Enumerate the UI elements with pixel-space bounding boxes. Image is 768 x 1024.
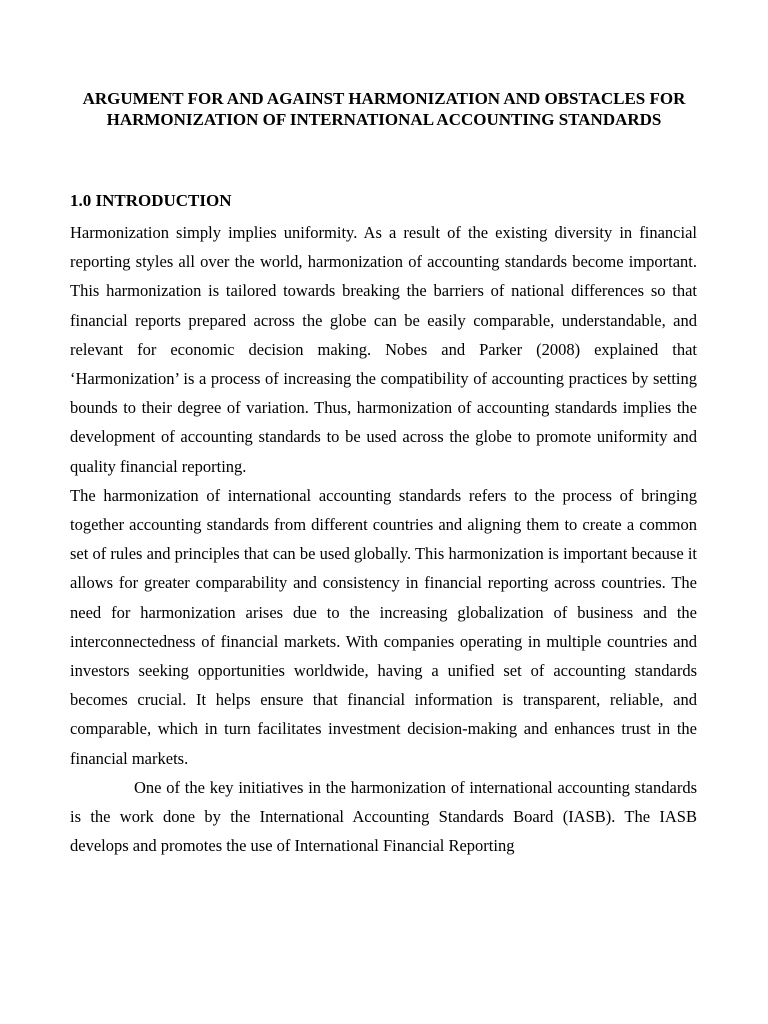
body-text	[70, 218, 697, 860]
paragraph: The harmonization of international accounting standards refers to the process of bringing together accounting standards from different countries and aligning them to create a common set of rules and principles that can be used globally. This harmonization is important because it allows for greater comparability and consistency in financial reporting across countries. The need for harmonization arises due to the increasing globalization of business and the interconnectedness of financial markets. With companies operating in multiple countries and investors seeking opportunities worldwide, having a unified set of accounting standards becomes crucial. It helps ensure that financial information is transparent, reliable, and comparable, which in turn facilitates investment decision-making and enhances trust in the financial markets.	[70, 485, 697, 768]
paragraph: One of the key initiatives in the harmonization of international accounting standards is the work done by the International Accounting Standards Board (IASB). The IASB develops and promotes the use of International Financial Reporting	[70, 777, 697, 856]
section-heading: 1.0 INTRODUCTION	[70, 191, 232, 210]
document-title: ARGUMENT FOR AND AGAINST HARMONIZATION AND OBSTACLES FOR HARMONIZATION OF INTERNATIONAL ACCOUNTING STANDARDS	[82, 89, 686, 129]
paragraph: Harmonization simply implies uniformity. As a result of the existing diversity in financial reporting styles all over the world, harmonization of accounting standards become important. This harmonization is tailored towards breaking the barriers of national differences so that financial reports prepared across the globe can be easily comparable, understandable, and relevant for economic decision making. Nobes and Parker (2008) explained that ‘Harmonization’ is a process of increasing the compatibility of accounting practices by setting bounds to their degree of variation. Thus, harmonization of accounting standards implies the development of accounting standards to be used across the globe to promote uniformity and quality financial reporting.	[70, 223, 697, 476]
